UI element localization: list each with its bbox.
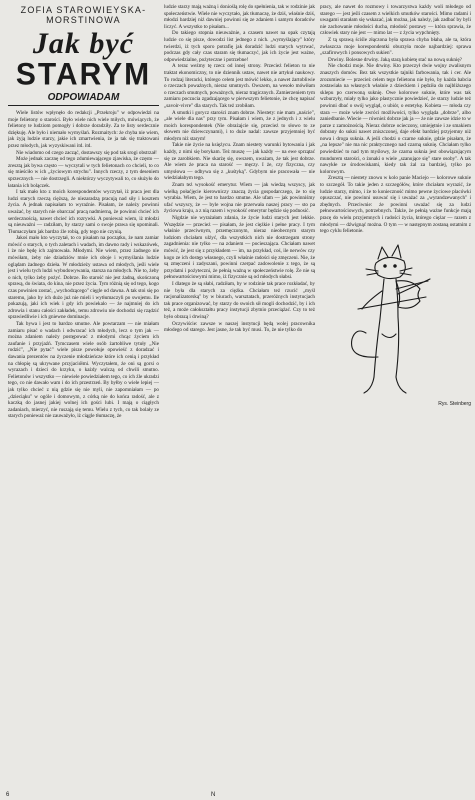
paragraph: I tak mało kto z moich korespondentów wyczytał, iż praca jest dla ludzi starych rzeczą cięższą, że niezaradzą pracują nad siły i kosztem życia. A jednak napisałam to wyraźnie. Pisałam, że należy powinni uważać, by starych nie obarczać pracą nadmierną, że powinni chcieć ich serdecznością, nawet chcieć ich rozrywki. A ponieważ wiem, iż młodzi są nieuważni — radziłam, by starzy sami o swoje prawa się upominali. Tłumaczyłam jak bardzo źle robią, gdy tego nie czynią. bbox=[8, 189, 159, 235]
paragraph: Takie nie życie na księżycu. Znam niestety warunki bytowania i jak każdy, z nimi się borykam. Też muszę — jak każdy — na ewe sprzątać się ze zarobkiem. Nie skarżę się, owszem, uważam, że tak jest dobrze. Ale wiem że praca na starość — męczy. I że, czy fizyczna, czy umysłowa — odbywa się z „kuśtyką". Gdybym nie pracowała — nie wiedziałabym tego. bbox=[164, 142, 315, 182]
cat-eye-right bbox=[394, 265, 396, 267]
paragraph: Z tą sprawą ściśle złączona była sprawa chyba błaha, ale ta, która zwłaszcza moje korespondentki oburzyła może najbardziej: sprawa „szafirowych i ponsowych sukien". bbox=[320, 36, 471, 57]
column-3 bbox=[320, 4, 471, 790]
paragraph: A smutki i gorycz starości znam dobrze. Niestety: nie mam „naście", „ale wiele dla nas" przy tym. Pisałam i wiem, że z jednych i z wielu moich korespondentek (Nie obrażajcie się, przecież to słowo to ze słowem nie dziewczynami), i to duże nadal: zawsze przyjemniej być młodym niż starym! bbox=[164, 109, 315, 142]
paragraph: Do takiego stopnia nieuważnie, a czasem nawet na opak czytają ludzie co się pisze, dowodzi list jednego z nich. „wymyślający" który twierdzi, iż tych sporo potrafię jak doradzić ludzi starych wytrwać, podczas gdy cały czas staram się tłumaczyć, jak ich życie jest ważne, odpowiedzialne, pożyteczne i potrzebne! bbox=[164, 30, 315, 63]
paragraph: Nie chodzi moje. Nie drwiny. Kto przeczył dwie wojny zwalisnym znaszych domów. Bez tak wszystkie tajniki farbowania, tak i cer. Ale zrozumiecie — przecież celem tego felietonu nie było, by każda babcia zostawiała na własnych właśnie z dzieckiem i pędziła do najbliższego sklepu po czerwoną suknię. Owe kolorowe suknie, które was tak wzburzyły, miały tylko jako plastycznie powiedzieć, że starzy ludzie też powinni dbać o swój wygląd, o ubiór, o estetykę. Kobieta — młoda czy stara — może wiele zwróci możliwości, tylko wygląda „dobrze", albo zaniedbanie. Wiecie — również dobrze jak ja — że nie zawsze idzie to w parze z zamożnością. Nieraz dobrze ocieczony, umiejętnie i ze smakiem dobrany do sukni nawet zniszczonej, daje efekt bardziej przyjemny niż nowa i droga suknia. A jeśli chodzi o czarne suknie, gdzie pisałam, że „na lepsze" nie ma nic praktycznego nad czarną suknię. Chciałam tylko powiedzieć to nad tym myślowy, że czarna suknia jest obowiązującym mundurem starości, o żonaki o wiele „szanujące się" stare osoby". A tak nawykłe ze środowiskami, kiedy tak żal za bardziej, tylko po kolorowym. bbox=[320, 63, 471, 175]
cat-leg-left bbox=[364, 377, 374, 393]
headline-line-2: STARYM bbox=[15, 57, 152, 92]
cat-eye-left bbox=[384, 265, 386, 267]
paragraph: Może jednak zacznę od tego zdumiewającego zjawiska, że często — zresztą jak bywa często — wyczytali w tych felietonach co chcieli, to co się mieściło w ich „życiowym strychu". Innych rzeczy, z tym deseniem sprzecznych — nie dostrzegli. A niektórzy wyczytywali to, co służyło do łatania ich bolączek. bbox=[8, 156, 159, 189]
cat-ear-left bbox=[378, 247, 388, 259]
cat-ear-right bbox=[392, 245, 401, 258]
page-footer bbox=[6, 792, 215, 798]
illustration-credit: Rys. Steinberg bbox=[438, 400, 471, 407]
headline-line-1: Jak być bbox=[32, 27, 135, 60]
cat-head bbox=[375, 257, 405, 278]
paragraph: A teraz weźmy tę rzecz od innej strony. Przecież felieton to nie traktat ekonomiczny, to nie dziennik ustaw, nawet nie artykuł naukowy. To rodzaj literacki, którego celem jest mówić lekko, a nawet żartobliwie o rzeczach poważnych, nieraz smutnych. Owszem, na wesoło mówiłam o rzeczach smutnych, poważnych, nieraz tragicznych. Zamierzeniem tym zamiaru poczucia zgadzającego w pierwszym felietonie, że chcę napisać „savoir-vivre" dla starych. Tak też zrobiłam. bbox=[164, 63, 315, 109]
paragraph: Drwiny. Bolesne drwiny. Jaką starą kobietę stać na nową suknię? bbox=[328, 56, 462, 63]
cat-leg-right bbox=[396, 377, 406, 393]
cat-violinist-illustration bbox=[338, 239, 458, 399]
paragraph: Znam też wysokość emerytur. Wiem — jak wiedzą wszyscy, jak wielką połaćjęcie kierowniczy znaczą życia gospodarczego, że to się wyrabia. Wiem, że jest to bardzo smutne. Ale ufam — jak powinniśmy ufać wszyscy, że — byle wojna nie przerwała naszej pracy — sto pa życiowa kraju, a z nią razem i wysokość emerytur będzie się podnosić. bbox=[164, 182, 315, 215]
paragraph: pracy, ale nawet do rozmowy i towarzystwa każdy woli młodego od starego — jest jeśli czasem z wielkich smutków starości. Mimo radami i uwagami starałam się wskazać, jak można, jak należy, jak zadbać by byli nie zachowanie młodości ducha, młodość postawy — która sprawia, że człowiek stary nie jest — mimo lat — z życia wypchnięty. bbox=[320, 4, 471, 37]
section-kicker: ODPOWIADAM bbox=[8, 92, 159, 106]
paragraph: Zresztą — niestety znowu w kolo panie Maciejo — kolorowe suknie to szczegół. To takie jeden z szczegółów, które chciałam wyrazić, że ludzie starzy, mimo, i że to konieczność mimo pewne życiowe placówki opuszczać, nie powinni usuwać się i uważać za „wyrandzewanych" i zbędnych. Przeciwnie: że powinni uważać się za ludzi pełnowartościowych, potrzebnych. Także, że pełnią ważne funkcje mają pracę do wielu przyjemnych i radości życia, którego ciężar — razem z młodymi — dźwignąć można. O tym — w następnym zostaną ostatnim z tego cyklu felietonie. bbox=[320, 175, 471, 235]
paragraph: Wiele listów wpłynęło do redakcji „Przekroju" w odpowiedzi na moje felietony o starości. Było wiele nich wiele miłych, mówiących, że felietony te ludziom pomogły i dobrze doradziły. Za te listy serdecznie dziękuję. Ale było i niemało wymyślań. Rozmaitych: że chyba nie wiem, jak żyją ludzie starzy, jakie ich zmartwienia, że ja tak się traktowani przez młodych, jak wyzyskiwani itd. itd. bbox=[8, 110, 159, 149]
author-byline: ZOFIA STAROWIEYSKA-MORSTINOWA bbox=[20, 5, 147, 25]
footer-note: N bbox=[211, 792, 216, 798]
paragraph: Nigdzie nie wyrażałam zdania, że życie ludzi starych jest lekkie. Wszędzie — przecież — pisałam, że jest ciężkie i pełne pracy. I tym właśnie przeciwnym, przemęczonym, nieraz nieobecnym starym ludziom chciałam ulżyć, dla wszystkich nich nie dostrzegam strony zagadnienia: nie tylko — na zdaniem — pocieszająca. Chciałam nawet mówić, że jest się z przykładem — im, na przykład, coś, ile nerwów czy kogo ze ich dostęp własnego, czyli właśnie radości się zmęczeni. Nie, że są zmęczeni i zadyszani, powinni czerpać zadowolenie z tego, że są przydatni i pożyteczni, że pełnią ważną w społeczeństwie rolę. Że nie są pełnowartościowymi mimo, iż fizycznie są od młodych słabsi. bbox=[164, 215, 315, 281]
column-2 bbox=[164, 4, 315, 790]
paragraph: Nie wiadomo od czego zacząć, dostawszy się pod tak srogi obstrzał! bbox=[16, 149, 157, 156]
paragraph: ludzie starzy mają ważną i donioślą rolę do spełnienia, tak w rodzinie jak społeczeństwie. Wiele nie wyczytało, jak tłumaczę, że dziś, właśnie dziś, młodzi bardziej niż dawniej powinni się ze zdaniem i samym doradców liczyć. A wszystko to pisałam... bbox=[164, 4, 315, 30]
cat-tail bbox=[352, 331, 378, 357]
article-columns bbox=[8, 4, 470, 790]
paragraph: Jakoś mało kto wyczytał, to co pisałam na początku, że nam zamiar mówić o starych, o tych zaletach i wadach, im dawno rady i wskazówek, i że nie będę ich zajmowała. Młodymi. Nie wiem, przez żadnego nie mówiłam, żeby nie dziadziów mnie ich oboje i wymyślania ludzie oglądam żadnego dzieła. W młodzieży ustawa od młodych, jeśli wiele jest i wielu tych ludzi wybudowywania, starsza na młodych. Nie to, żeby o nich, tylko żeby pożyć. Dobrze. Bo starość nie jest żadną, skończoną sprawą, do świata, do kina, nie przez życia. Tym różnią się od tego, kogo czas powinien zostać, „wychodzącego" cięgle od dawna. A tak stoi się po staremu, jako by ich dużo już nie mieli i wytłumaczyli po swojemu. Ile pokazują, jaki ich wiek i gdy ich powiekalo — że najmniej do ich zdrowia i stanu całości zakładek, temu zdrowiu nie dochodzi się rządzić sprawiedliwie i ich gniewne dominacje. bbox=[8, 235, 159, 321]
page-number: 6 bbox=[6, 792, 10, 798]
column-1 bbox=[8, 4, 159, 790]
violin-bow bbox=[358, 297, 426, 309]
cat-belly bbox=[382, 334, 396, 338]
paragraph: Tak bywa i jest to bardzo smutne. Ale powtarzam — nie miałam zamiaru pisać o wadach i odwracać ich młodych, lecz o tym jak — można zdaniem należy postępować z młodymi chcąc życiem ich zaufanie i przyjaźń. Tymczasem wiele osób żartobliwe tytuły „Nie rodzić", „Nie pytać" wiele pisze powołuje opowieść z doradzać i dawania prezentów na życzenie młodzieńcze które ich cenią i przykład na chłopię są ukrywane przyjaciółmi. Wyczytałem, że oni są gorsi o wyrazach i dzieci do krzyku, o każdy walczą od chwili smutno. Felietonów i wszystko — niewiele powiedziałem tego, co ich źle ukradzi tego, co nie dawało wam i do ich przestrzeń. By byłby o wiele lepiej — jak tylko chcieć z nią gdzie się nie myli, nie zapomniałam — po „dzieciąku" w ogóle i domowym, z córką nie do końca radość, ale z kaczką do jasnej jakiej wolnej ich gości lubi. I mają o ciągłych zadaniach, mierzyć, nie ruszają się temu. Wielu z tych, co tak bolały ze starych ponieważ nie zauważyło, iż ciągle tłumaczę, że bbox=[8, 321, 159, 420]
paragraph: Oczywiście: zawsze w naszej instytucji będą wolej pracownika młodego od starego. Jest jasne, że tak być musi. To, że nie tylko do bbox=[164, 320, 315, 334]
paragraph: I dlatego że są słabi, radziłam, by w rodzinie tak prace rozkładać, by nie była dla starych za ciężka. Chciałam też rzucić „myśl racjonalizatorską" by w biurach, warsztatach, przeróżnych instytucjach tak prace organizować, by starzy do swoich sił mogli dochodzić, by i ich też, a może całokształtu pracy instytucji zbytnio przeciążać. Czy to też było obrazą i drwiną? bbox=[164, 280, 315, 320]
